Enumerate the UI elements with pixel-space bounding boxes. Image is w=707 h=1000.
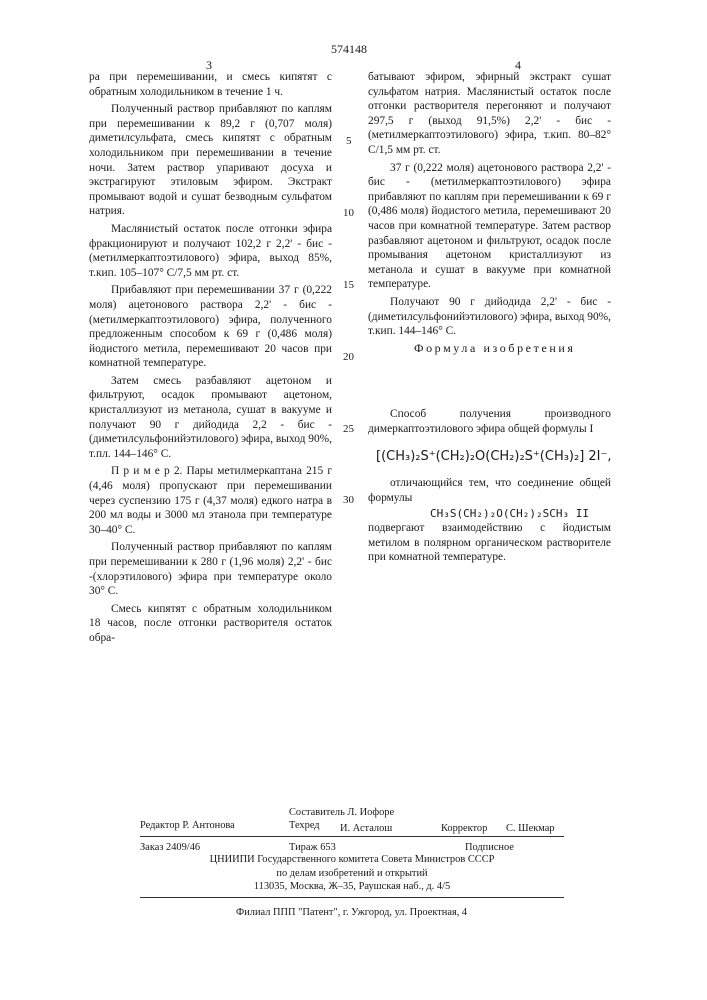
footer-order: Заказ 2409/46 (140, 841, 200, 855)
paragraph: отличающийся тем, что соединение общей формулы (368, 476, 611, 505)
claim-end (368, 521, 611, 568)
paragraph: Полученный раствор прибавляют по каплям при перемешивании к 280 г (1,96 моля) 2,2' - бис -(хлорэтилового) эфира при температуре около 30° С. (89, 540, 332, 598)
line-number: 5 (346, 135, 352, 147)
paragraph: подвергают взаимодействию с йодистым метилом в полярном органическом растворителе при комнатной температуре. (368, 521, 611, 565)
footer-tech-name: И. Асталош (340, 822, 392, 836)
footer-institute-line: по делам изобретений и открытий (140, 867, 564, 881)
formula-one: [(CH₃)₂S⁺(CH₂)₂O(CH₂)₂S⁺(CH₃)₂] 2I⁻, (376, 449, 612, 464)
paragraph: Прибавляют при перемешивании 37 г (0,222 моля) ацетонового раствора 2,2' - бис -(метилмеркаптоэтилового) эфира, полученного предложенным способом к 69 г (0,486 моля) йодистого метила, перемешивают 20 часов при комнатной температуре. (89, 283, 332, 371)
paragraph: Маслянистый остаток после отгонки эфира фракционируют и получают 102,2 г 2,2' - бис -(метилмеркаптоэтилового) эфира, выход 85%, т.кип. 105–107° С/7,5 мм рт. ст. (89, 222, 332, 280)
footer-institute-line: ЦНИИПИ Государственного комитета Совета Министров СССР (140, 853, 564, 867)
line-number: 30 (343, 494, 354, 506)
paragraph: Смесь кипятят с обратным холодильником 18 часов, после отгонки растворителя остаток обра- (89, 602, 332, 646)
paragraph: 37 г (0,222 моля) ацетонового раствора 2,2' - бис - (метилмеркаптоэтилового) эфира прибавляют по каплям при перемешивании к 69 г (0,486 моля) йодистого метила, перемешивают 20 часов при комнатной температуре. Затем раствор разбавляют ацетоном и фильтруют, осадок после промывания ацетоном кристаллизуют из метанола и сушат в вакууме при комнатной температуре. (368, 161, 611, 292)
right-column (368, 70, 611, 342)
paragraph: П р и м е р 2. Пары метилмеркаптана 215 г (4,46 моля) пропускают при перемешивании через суспензию 175 г (4,37 моля) едкого натра в 200 мл воды и 3000 мл этанола при температуре 30–40° С. (89, 464, 332, 537)
left-column (89, 70, 332, 649)
formula-title: Формула изобретения (414, 341, 576, 356)
footer-rule-bottom (140, 897, 564, 898)
footer-compiler: Составитель Л. Иофоре (289, 806, 394, 820)
formula-two: CH₃S(CH₂)₂O(CH₂)₂SCH₃ II (430, 507, 589, 520)
line-number: 20 (343, 351, 354, 363)
footer-corrector: Корректор (441, 822, 487, 836)
footer-rule-top (140, 836, 564, 837)
paragraph: батывают эфиром, эфирный экстракт сушат сульфатом натрия. Маслянистый остаток после отгонки растворителя перегоняют и получают 297,5 г (выход 91,5%) 2,2' - бис - (метилмеркаптоэтилового) эфира, т.кип. 80–82° С/1,5 мм рт. ст. (368, 70, 611, 158)
page-number-left: 3 (206, 58, 212, 73)
claim-intro (368, 407, 611, 439)
claim-mid (368, 476, 611, 508)
footer-subscription: Подписное (465, 841, 514, 855)
line-number: 10 (343, 207, 354, 219)
paragraph: Получают 90 г дийодида 2,2' - бис - (диметилсульфонийэтилового) эфира, выход 90%, т.кип. 144–146° С. (368, 295, 611, 339)
paragraph: ра при перемешивании, и смесь кипятят с обратным холодильником в течение 1 ч. (89, 70, 332, 99)
paragraph: Затем смесь разбавляют ацетоном и фильтруют, осадок промывают ацетоном, кристаллизуют из метанола, сушат в вакууме и получают 90 г дийодида 2,2 - бис - (диметилсульфонийэтилового) эфира, выход 90%, т.пл. 144–146° С. (89, 374, 332, 462)
patent-number: 574148 (331, 42, 367, 57)
line-number: 15 (343, 279, 354, 291)
footer-institute (140, 853, 564, 894)
footer-institute-line: 113035, Москва, Ж–35, Раушская наб., д. 4/5 (140, 880, 564, 894)
footer-corrector-name: С. Шекмар (506, 822, 555, 836)
paragraph: Способ получения производного димеркаптоэтилового эфира общей формулы I (368, 407, 611, 436)
footer-editor: Редактор Р. Антонова (140, 819, 235, 833)
page-number-right: 4 (515, 58, 521, 73)
line-number: 25 (343, 423, 354, 435)
paragraph: Полученный раствор прибавляют по каплям при перемешивании к 89,2 г (0,707 моля) диметилсульфата, смесь кипятят с обратным холодильником при перемешивании в течение ночи. Затем раствор упаривают досуха и экстрагируют этиловым эфиром. Экстракт промывают водой и сушат безводным сульфатом натрия. (89, 102, 332, 219)
footer-branch: Филиал ППП "Патент", г. Ужгород, ул. Проектная, 4 (236, 906, 467, 920)
footer-tech: Техред (289, 819, 320, 833)
footer-circulation: Тираж 653 (289, 841, 336, 855)
